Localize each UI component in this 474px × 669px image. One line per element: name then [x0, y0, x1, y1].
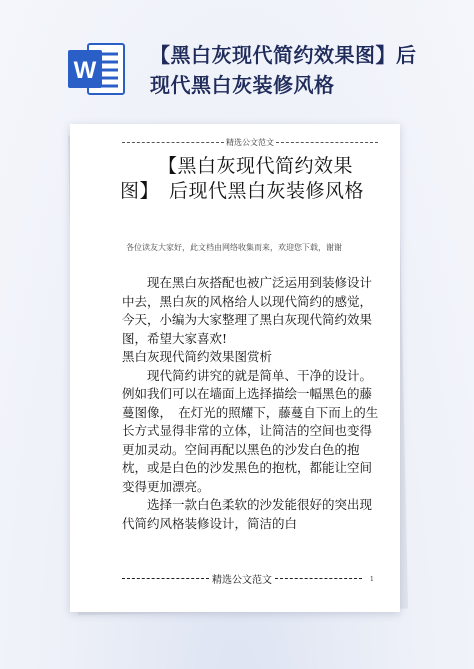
- page-number: 1: [370, 576, 374, 583]
- paragraph: 现代简约讲究的就是简单、干净的设计。例如我们可以在墙面上选择描绘一幅黑色的藤蔓图像， 在灯光的照耀下，藤蔓自下而上的生长方式显得非常的立体，让简洁的空间也变得更加灵动。空间再配以黑色的沙发白色的抱枕，或是白色的沙发黑色的抱枕，都能让空间变得更加漂亮。: [122, 367, 379, 494]
- document-heading: [150, 40, 450, 100]
- page-title: 【黑白灰现代简约效果图】 后现代黑白灰装修风格: [120, 155, 365, 202]
- section-subtitle: 黑白灰现代简约效果图赏析: [122, 349, 273, 364]
- page-header: [122, 137, 378, 148]
- body-text: [122, 274, 383, 533]
- document-page: [70, 124, 400, 612]
- page-footer: [122, 571, 362, 586]
- word-icon: [66, 38, 128, 100]
- page-footer-dash-right: [275, 578, 362, 579]
- paragraph: 选择一款白色柔软的沙发能很好的突出现代简约风格装修设计，简洁的白: [122, 497, 373, 531]
- page-footer-label: 精选公文范文: [212, 575, 272, 586]
- header: [0, 0, 474, 118]
- page-header-dash-left: [122, 142, 224, 143]
- page-footer-dash-left: [122, 578, 209, 579]
- page-header-label: 精选公文范文: [226, 138, 274, 147]
- document-heading-line1: 【黑白灰现代简约效果图】后: [150, 43, 417, 67]
- document-heading-line2: 现代黑白灰装修风格: [150, 73, 335, 97]
- svg-text:W: W: [73, 57, 97, 84]
- paragraph: 现在黑白灰搭配也被广泛运用到装修设计中去，黑白灰的风格给人以现代简约的感觉，今天，小编为大家整理了黑白灰现代简约效果图，希望大家喜欢!: [122, 275, 373, 346]
- greeting-text: 各位读友大家好，此文档由网络收集而来，欢迎您下载，谢谢: [126, 243, 342, 252]
- page-header-dash-right: [276, 142, 378, 143]
